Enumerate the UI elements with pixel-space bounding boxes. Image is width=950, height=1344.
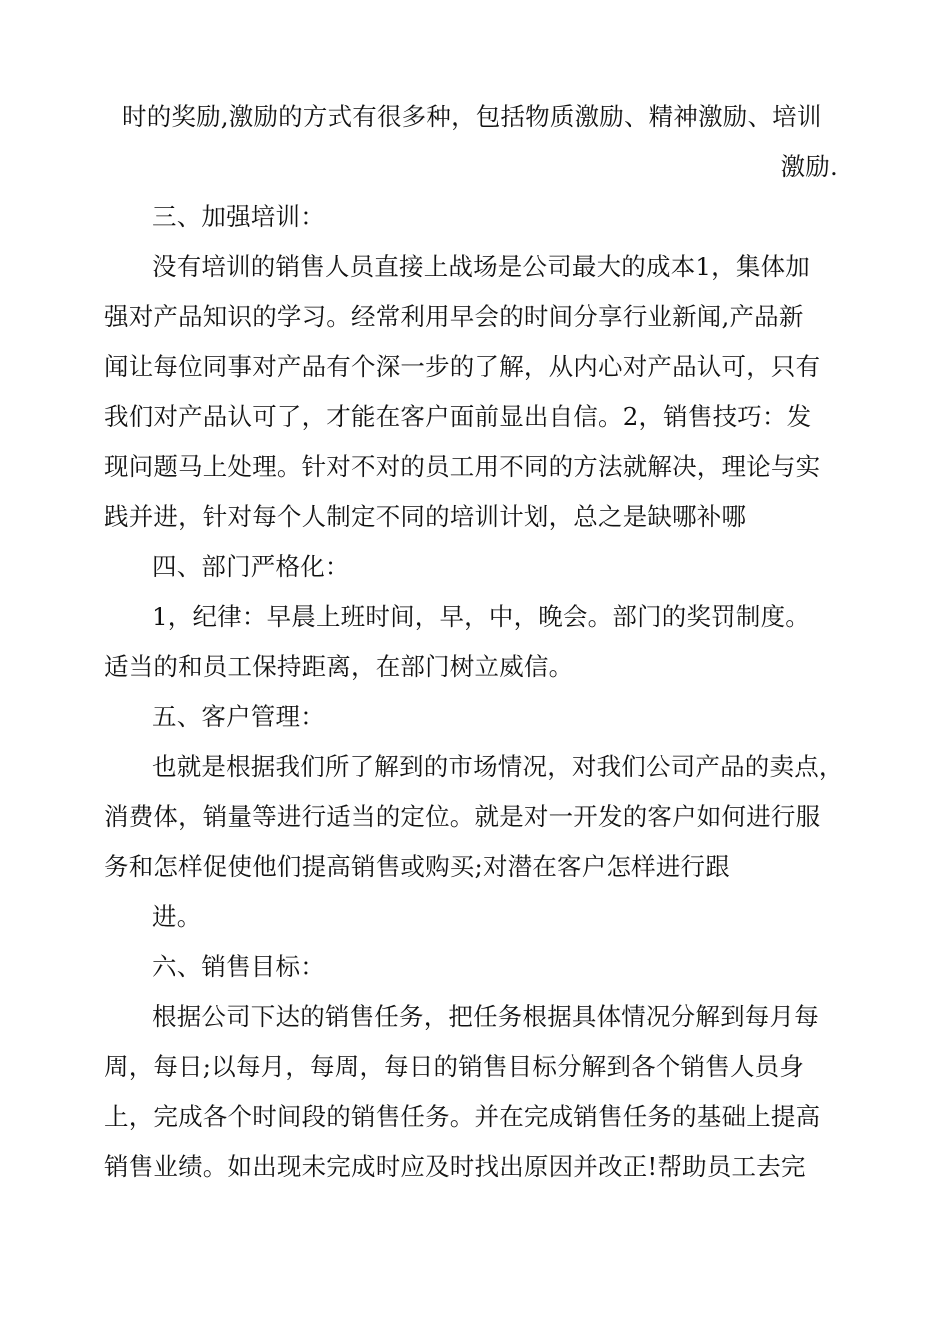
text-line: 周，每日;以每月，每周，每日的销售目标分解到各个销售人员身	[104, 1052, 805, 1081]
text-line: 我们对产品认可了，才能在客户面前显出自信。2，销售技巧：发	[104, 402, 812, 431]
text-line: 根据公司下达的销售任务，把任务根据具体情况分解到每月每	[152, 1002, 819, 1031]
section-heading: 四、部门严格化：	[152, 552, 350, 581]
text-line: 销售业绩。如出现未完成时应及时找出原因并改正!帮助员工去完	[104, 1152, 806, 1181]
text-line: 强对产品知识的学习。经常利用早会的时间分享行业新闻,产品新	[104, 302, 804, 331]
text-line: 现问题马上处理。针对不对的员工用不同的方法就解决，理论与实	[104, 452, 821, 481]
text-line: 践并进，针对每个人制定不同的培训计划，总之是缺哪补哪	[104, 502, 747, 531]
text-line: 进。	[152, 902, 202, 931]
text-line: 务和怎样促使他们提高销售或购买;对潜在客户怎样进行跟	[104, 852, 730, 881]
text-line: 消费体，销量等进行适当的定位。就是对一开发的客户如何进行服	[104, 802, 821, 831]
text-line: 也就是根据我们所了解到的市场情况，对我们公司产品的卖点，	[152, 752, 844, 781]
text-line: 适当的和员工保持距离，在部门树立威信。	[104, 652, 574, 681]
text-line: 时的奖励,激励的方式有很多种，包括物质激励、精神激励、培训	[122, 102, 822, 131]
section-heading: 五、客户管理：	[152, 702, 325, 731]
text-line: 上，完成各个时间段的销售任务。并在完成销售任务的基础上提高	[104, 1102, 821, 1131]
section-heading: 六、销售目标：	[152, 952, 325, 981]
section-heading: 三、加强培训：	[152, 202, 325, 231]
text-line: 1，纪律：早晨上班时间，早，中，晚会。部门的奖罚制度。	[152, 602, 810, 631]
text-line: 闻让每位同事对产品有个深一步的了解，从内心对产品认可，只有	[104, 352, 821, 381]
text-line: 没有培训的销售人员直接上战场是公司最大的成本1，集体加	[152, 252, 810, 281]
text-line: 激励.	[780, 152, 838, 181]
